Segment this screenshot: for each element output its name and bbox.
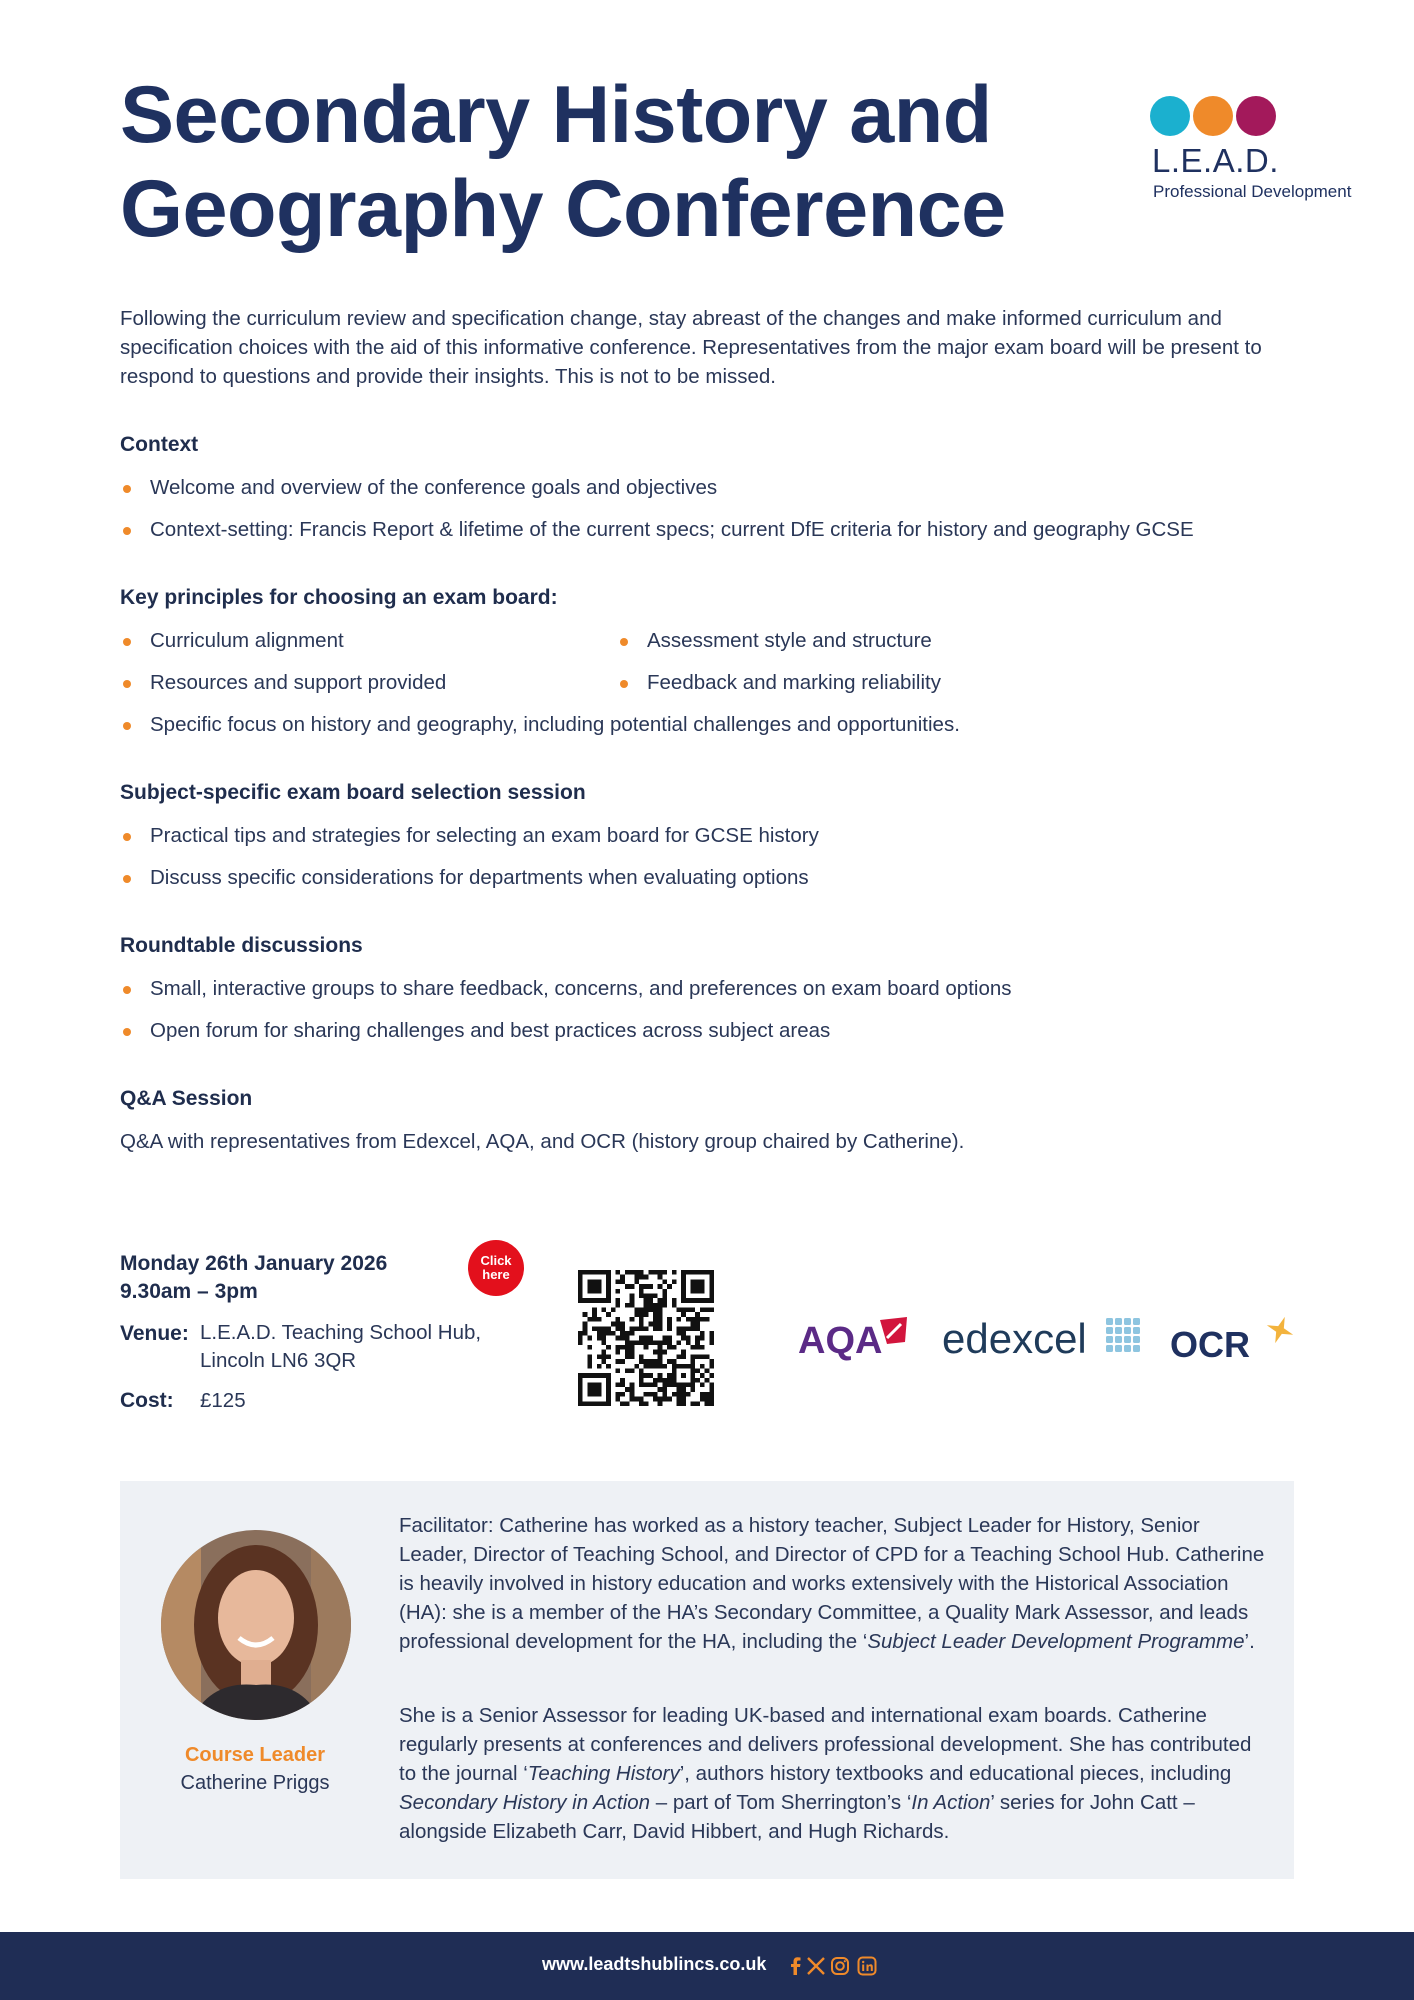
lead-logo bbox=[1150, 96, 1390, 206]
website-link[interactable]: www.leadtshublincs.co.uk bbox=[542, 1954, 767, 1974]
title-line-2: Geography Conference bbox=[120, 164, 1006, 254]
bio-text: ’, authors history textbooks and educational pieces, including bbox=[679, 1762, 1232, 1785]
qa-text: Q&A with representatives from Edexcel, AQA, and OCR (history group chaired by Catherine). bbox=[120, 1130, 965, 1153]
subject-heading: Subject-specific exam board selection session bbox=[120, 781, 586, 804]
edexcel-logo bbox=[942, 1315, 1140, 1362]
bio-text: Facilitator: Catherine has worked as a history teacher, Subject Leader for History, Senior Leader, Director of Teaching School, and Director of CPD for a Teaching School Hub. Catherine is heavily involved in history education and works extensively with the Historical Association (HA): she is a member of the HA’s Secondary Committee, a Quality Mark Assessor, and leads professional development for the HA, including the ‘ bbox=[399, 1514, 1265, 1653]
context-item: Context-setting: Francis Report & lifetime of the current specs; current DfE criteria for history and geography GCSE bbox=[120, 518, 1194, 542]
venue-label: Venue: bbox=[120, 1322, 189, 1345]
intro-paragraph: Following the curriculum review and specification change, stay abreast of the changes and make informed curriculum and specification choices with the aid of this informative conference. Representatives from the major exam board will be present to respond to questions and provide their insights. This is not to be missed. bbox=[120, 307, 1262, 388]
instagram-icon[interactable] bbox=[830, 1956, 850, 1976]
page-title bbox=[120, 68, 1020, 256]
bio-text: ’ series for John Catt – alongside Elizabeth Carr, David Hibbert, and Hugh Richards. bbox=[399, 1791, 1195, 1843]
facebook-icon[interactable] bbox=[786, 1956, 806, 1976]
principle-item: Assessment style and structure bbox=[617, 629, 932, 653]
roundtable-heading: Roundtable discussions bbox=[120, 934, 363, 957]
logo-dot-magenta bbox=[1236, 96, 1276, 136]
logo-subtitle: Professional Development bbox=[1153, 182, 1352, 201]
principle-item: Feedback and marking reliability bbox=[617, 671, 941, 695]
bio-italic: Subject Leader Development Programme bbox=[867, 1630, 1245, 1653]
facilitator-photo bbox=[161, 1530, 351, 1720]
bio-italic: In Action bbox=[911, 1791, 991, 1814]
bio-text: – part of Tom Sherrington’s ‘ bbox=[650, 1791, 912, 1814]
aqa-text: AQA bbox=[798, 1320, 883, 1362]
click-here-line-1: Click bbox=[480, 1253, 512, 1268]
ocr-text: OCR bbox=[1170, 1324, 1250, 1365]
logo-dot-cyan bbox=[1150, 96, 1190, 136]
bio-text: ’. bbox=[1244, 1630, 1255, 1653]
venue-line-2: Lincoln LN6 3QR bbox=[200, 1349, 357, 1372]
edexcel-grid-icon bbox=[1106, 1318, 1140, 1352]
cost-value: £125 bbox=[200, 1389, 246, 1412]
ocr-star-icon bbox=[1262, 1312, 1298, 1348]
principles-heading: Key principles for choosing an exam board: bbox=[120, 586, 558, 609]
facilitator-bio-1 bbox=[399, 1511, 1269, 1656]
event-date: Monday 26th January 2026 bbox=[120, 1252, 388, 1275]
aqa-logo bbox=[798, 1317, 907, 1362]
roundtable-item: Open forum for sharing challenges and best practices across subject areas bbox=[120, 1019, 830, 1043]
subject-item: Discuss specific considerations for departments when evaluating options bbox=[120, 866, 809, 890]
context-item: Welcome and overview of the conference goals and objectives bbox=[120, 476, 717, 500]
facilitator-bio-2 bbox=[399, 1701, 1269, 1846]
edexcel-text: edexcel bbox=[942, 1315, 1087, 1362]
linkedin-icon[interactable] bbox=[857, 1956, 877, 1976]
venue-value bbox=[200, 1319, 481, 1375]
event-time: 9.30am – 3pm bbox=[120, 1280, 258, 1303]
ocr-logo bbox=[1170, 1312, 1298, 1365]
footer bbox=[0, 1932, 1414, 2000]
click-here-button[interactable] bbox=[468, 1240, 524, 1296]
cost-label: Cost: bbox=[120, 1389, 174, 1412]
exam-board-logos bbox=[790, 1300, 1300, 1380]
principle-item: Specific focus on history and geography, including potential challenges and opportunities. bbox=[120, 713, 960, 737]
principle-item: Resources and support provided bbox=[120, 671, 446, 695]
x-icon[interactable] bbox=[806, 1956, 826, 1976]
course-leader-label: Course Leader bbox=[184, 1744, 326, 1766]
logo-dot-orange bbox=[1193, 96, 1233, 136]
course-leader-name: Catherine Priggs bbox=[180, 1772, 330, 1794]
roundtable-item: Small, interactive groups to share feedback, concerns, and preferences on exam board options bbox=[120, 977, 1012, 1001]
qa-heading: Q&A Session bbox=[120, 1087, 253, 1110]
click-here-line-2: here bbox=[482, 1267, 510, 1282]
booking-qr-code[interactable] bbox=[578, 1270, 714, 1406]
venue-line-1: L.E.A.D. Teaching School Hub, bbox=[200, 1321, 482, 1344]
event-datetime bbox=[120, 1250, 387, 1306]
context-heading: Context bbox=[120, 433, 199, 456]
bio-italic: Teaching History bbox=[527, 1762, 680, 1785]
title-line-1: Secondary History and bbox=[120, 70, 992, 160]
logo-word: L.E.A.D. bbox=[1152, 142, 1279, 179]
bio-italic: Secondary History in Action bbox=[399, 1791, 651, 1814]
bio-text: She is a Senior Assessor for leading UK-based and international exam boards. Catherine regularly presents at conferences and delivers professional development. She has contributed to the journal ‘ bbox=[399, 1704, 1252, 1785]
subject-item: Practical tips and strategies for selecting an exam board for GCSE history bbox=[120, 824, 819, 848]
principle-item: Curriculum alignment bbox=[120, 629, 344, 653]
